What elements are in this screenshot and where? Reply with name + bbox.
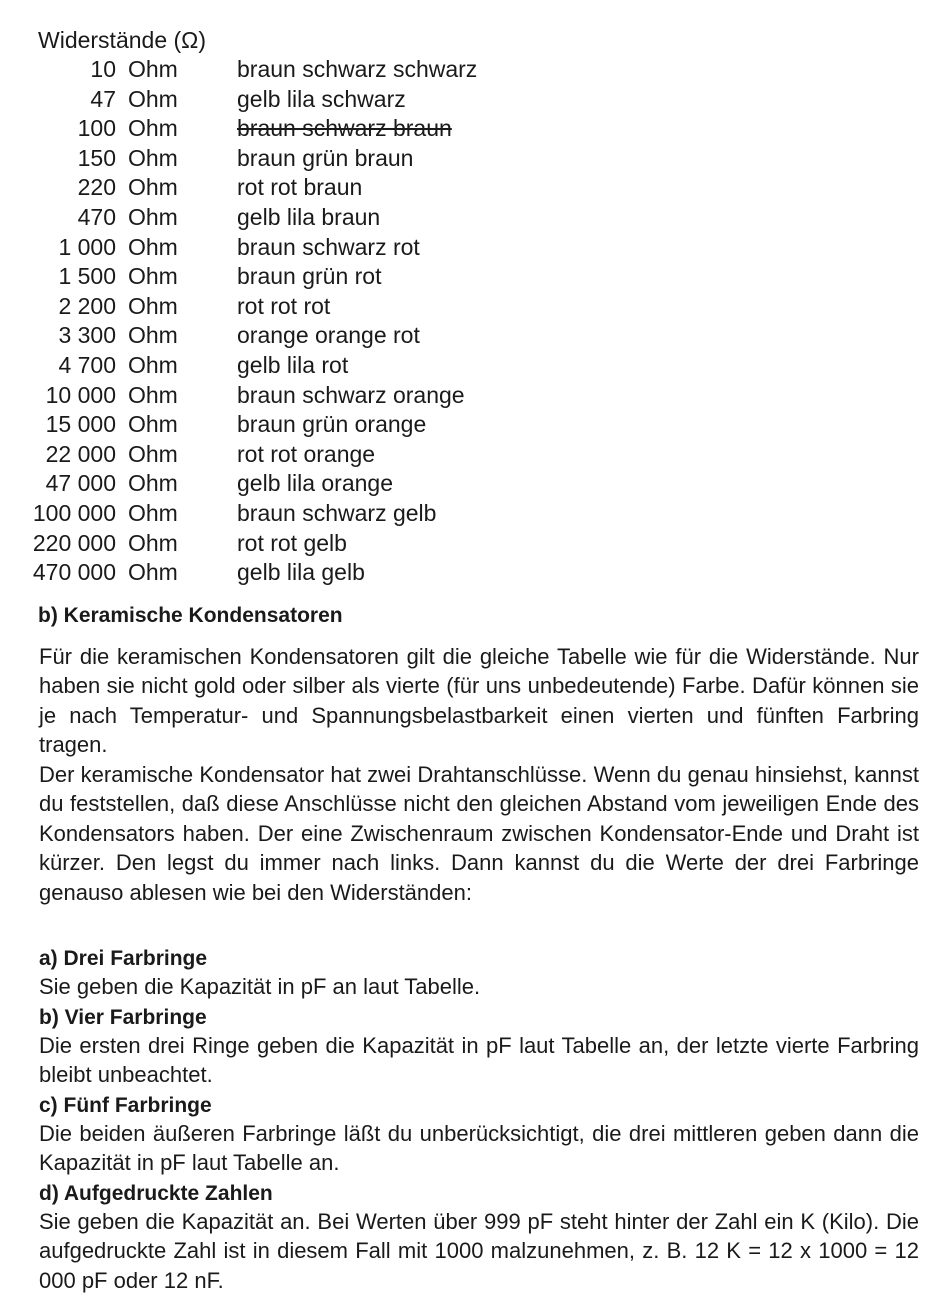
resistor-row [0, 85, 944, 115]
resistor-unit: Ohm [128, 470, 178, 497]
resistor-value: 15 000 [45, 411, 116, 438]
subsection-text: Die beiden äußeren Farbringe läßt du unberücksichtigt, die drei mittleren geben dann die Kapazität in pF laut Tabelle an. [39, 1121, 919, 1176]
resistor-value: 1 500 [58, 263, 116, 290]
resistor-color-code: gelb lila gelb [237, 559, 365, 586]
subsection-title: a) Drei Farbringe [39, 947, 208, 970]
resistor-value: 4 700 [58, 351, 116, 378]
resistor-row [0, 173, 944, 203]
resistor-value: 10 [90, 56, 116, 82]
resistor-color-code: orange orange rot [237, 322, 420, 349]
resistor-color-code: rot rot gelb [237, 529, 347, 556]
subsection-text: Sie geben die Kapazität in pF an laut Tabelle. [39, 974, 481, 999]
resistor-value: 220 000 [32, 529, 116, 556]
resistor-color-code: braun grün braun [237, 144, 414, 171]
resistor-value: 470 [77, 203, 116, 230]
resistor-value: 1 000 [58, 233, 116, 260]
resistor-unit: Ohm [128, 85, 178, 112]
resistor-color-code: rot rot rot [237, 292, 331, 319]
resistor-row [0, 203, 944, 233]
resistor-row [0, 410, 944, 440]
resistor-value: 220 [77, 174, 116, 201]
resistor-color-code: gelb lila schwarz [237, 85, 406, 112]
subsection-title: c) Fünf Farbringe [39, 1094, 212, 1117]
resistor-value: 22 000 [45, 440, 116, 467]
paragraph: Für die keramischen Kondensatoren gilt die gleiche Tabelle wie für die Widerstände. Nur haben sie nicht gold oder silber als vierte (für uns unbedeutende) Farbe. Dafür können sie je nach Temperatur- und Spannungsbelastbarkeit einen vierten und fünften Farbring tragen. [39, 644, 919, 758]
resistor-unit: Ohm [128, 233, 178, 260]
resistor-color-code: gelb lila orange [237, 470, 394, 497]
resistor-unit: Ohm [128, 174, 178, 201]
resistor-color-code: braun schwarz schwarz [237, 56, 478, 82]
resistor-color-code: braun grün rot [237, 263, 382, 290]
resistor-row [0, 233, 944, 263]
resistor-value: 47 [90, 85, 116, 112]
resistor-unit: Ohm [128, 499, 178, 526]
resistor-row [0, 558, 944, 588]
resistor-value: 2 200 [58, 292, 116, 319]
resistor-color-code: braun schwarz rot [237, 233, 420, 260]
resistor-color-code: braun schwarz braun [237, 115, 452, 142]
resistor-table-heading: Widerstände (Ω) [38, 27, 207, 53]
resistor-unit: Ohm [128, 440, 178, 467]
resistor-row [0, 55, 944, 85]
resistor-unit: Ohm [128, 559, 178, 586]
subsection-text: Sie geben die Kapazität an. Bei Werten über 999 pF steht hinter der Zahl ein K (Kilo). Die aufgedruckte Zahl ist in diesem Fall mit 1000 malzunehmen, z. B. 12 K = 12 x 1000 = 12 000 pF oder 12 nF. [39, 1209, 919, 1293]
resistor-value: 100 000 [32, 499, 116, 526]
resistor-value: 10 000 [45, 381, 116, 408]
resistor-row [0, 292, 944, 322]
resistor-unit: Ohm [128, 144, 178, 171]
resistor-unit: Ohm [128, 411, 178, 438]
resistor-row [0, 440, 944, 470]
resistor-row [0, 469, 944, 499]
subsection-title: d) Aufgedruckte Zahlen [39, 1182, 273, 1205]
resistor-color-code: gelb lila rot [237, 351, 349, 378]
resistor-unit: Ohm [128, 322, 178, 349]
subsection-text: Die ersten drei Ringe geben die Kapazität in pF laut Tabelle an, der letzte vierte Farbring bleibt unbeachtet. [39, 1033, 919, 1088]
resistor-row [0, 262, 944, 292]
resistor-value: 150 [77, 144, 116, 171]
resistor-value: 47 000 [45, 470, 116, 497]
resistor-unit: Ohm [128, 263, 178, 290]
resistor-row [0, 499, 944, 529]
resistor-color-code: rot rot orange [237, 440, 376, 467]
resistor-color-code: braun schwarz orange [237, 381, 465, 408]
resistor-color-code: rot rot braun [237, 174, 363, 201]
resistor-color-code: gelb lila braun [237, 203, 381, 230]
resistor-unit: Ohm [128, 292, 178, 319]
resistor-unit: Ohm [128, 529, 178, 556]
resistor-row [0, 144, 944, 174]
resistor-color-code: braun schwarz gelb [237, 499, 437, 526]
resistor-row [0, 381, 944, 411]
resistor-color-code: braun grün orange [237, 411, 427, 438]
subsection-title: b) Vier Farbringe [39, 1006, 207, 1029]
resistor-value: 100 [77, 115, 116, 142]
resistor-row [0, 321, 944, 351]
resistor-unit: Ohm [128, 56, 178, 82]
resistor-unit: Ohm [128, 351, 178, 378]
resistor-unit: Ohm [128, 381, 178, 408]
section-title: b) Keramische Kondensatoren [38, 604, 343, 627]
resistor-table [0, 55, 944, 588]
resistor-value: 3 300 [58, 322, 116, 349]
resistor-unit: Ohm [128, 115, 178, 142]
resistor-row [0, 529, 944, 559]
resistor-row [0, 114, 944, 144]
resistor-value: 470 000 [32, 559, 116, 586]
resistor-row [0, 351, 944, 381]
resistor-unit: Ohm [128, 203, 178, 230]
paragraph: Der keramische Kondensator hat zwei Drahtanschlüsse. Wenn du genau hinsiehst, kannst du feststellen, daß diese Anschlüsse nicht den gleichen Abstand vom jeweiligen Ende des Kondensators haben. Der eine Zwischenraum zwischen Kondensator-Ende und Draht ist kürzer. Den legst du immer nach links. Dann kannst du die Werte der drei Farbringe genauso ablesen wie bei den Widerständen: [39, 762, 919, 905]
